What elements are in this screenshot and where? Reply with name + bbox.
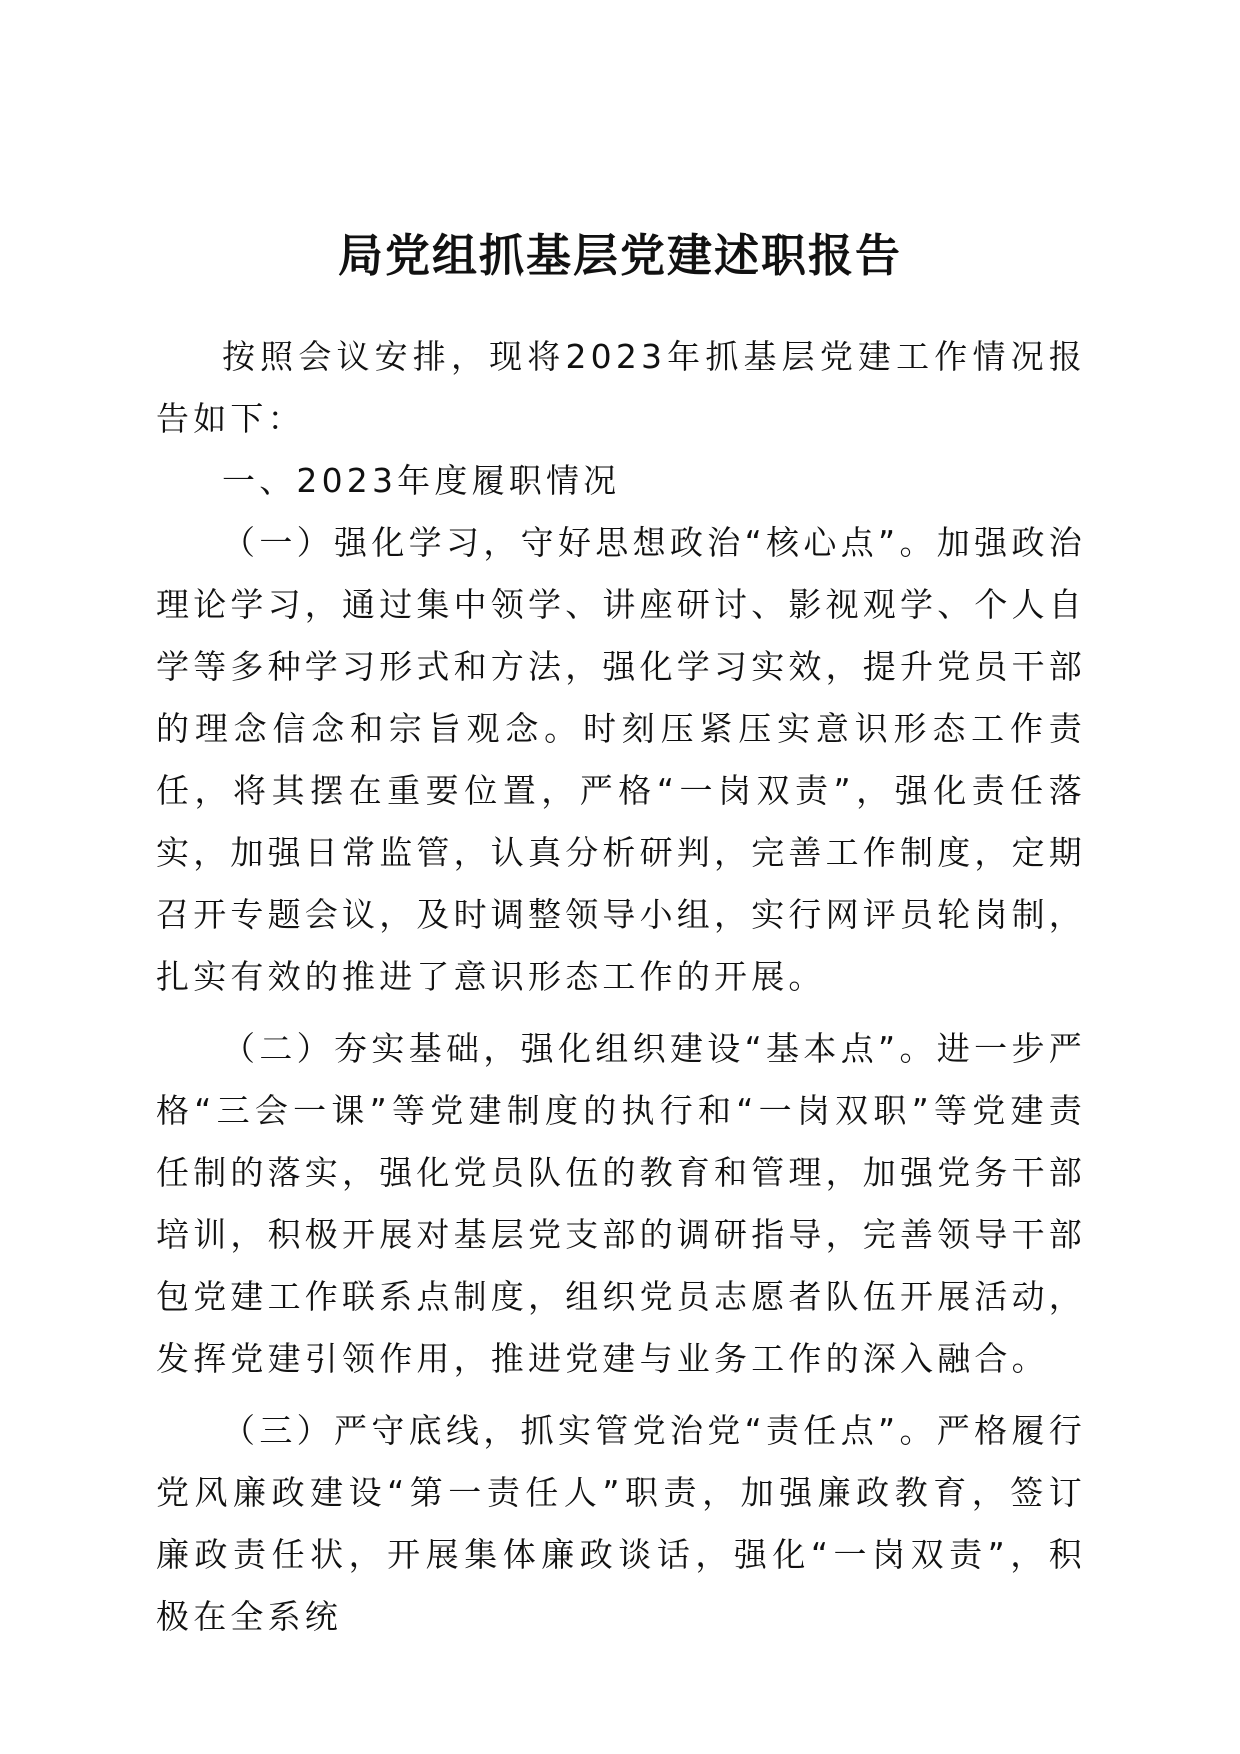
section-heading: 一、2023年度履职情况: [222, 461, 621, 500]
document-title: 局党组抓基层党建述职报告: [337, 229, 902, 282]
paragraph-2: （二）夯实基础，强化组织建设“基本点”。进一步严格“三会一课”等党建制度的执行和“一岗双职”等党建责任制的落实，强化党员队伍的教育和管理，加强党务干部培训，积极开展对基层党支部的调研指导，完善领导干部包党建工作联系点制度，组织党员志愿者队伍开展活动，发挥党建引领作用，推进党建与业务工作的深入融合。: [156, 1029, 1086, 1378]
paragraph-3: （三）严守底线，抓实管党治党“责任点”。严格履行党风廉政建设“第一责任人”职责，加强廉政教育，签订廉政责任状，开展集体廉政谈话，强化“一岗双责”，积极在全系统: [156, 1411, 1086, 1636]
intro-paragraph: 按照会议安排，现将2023年抓基层党建工作情况报告如下：: [156, 337, 1086, 438]
paragraph-1: （一）强化学习，守好思想政治“核心点”。加强政治理论学习，通过集中领学、讲座研讨、影视观学、个人自学等多种学习形式和方法，强化学习实效，提升党员干部的理念信念和宗旨观念。时刻压紧压实意识形态工作责任，将其摆在重要位置，严格“一岗双责”，强化责任落实，加强日常监管，认真分析研判，完善工作制度，定期召开专题会议，及时调整领导小组，实行网评员轮岗制，扎实有效的推进了意识形态工作的开展。: [156, 523, 1086, 996]
document-body: [156, 326, 1086, 1648]
